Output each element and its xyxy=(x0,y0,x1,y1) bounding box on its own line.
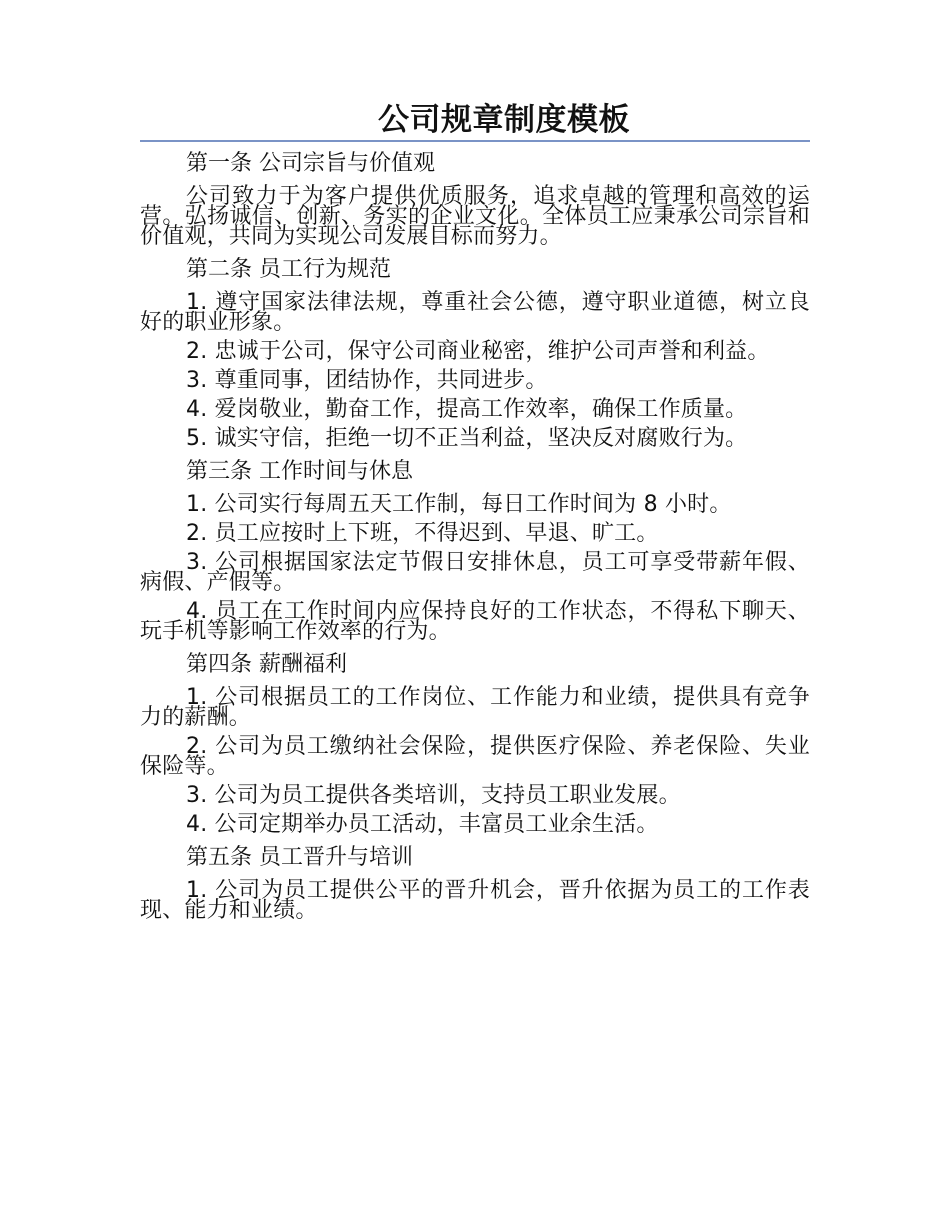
section-paragraph: 1. 公司为员工提供公平的晋升机会，晋升依据为员工的工作表现、能力和业绩。 xyxy=(140,878,810,923)
section-heading: 第三条 工作时间与休息 xyxy=(186,459,413,484)
section-paragraph: 1. 公司根据员工的工作岗位、工作能力和业绩，提供具有竞争力的薪酬。 xyxy=(140,685,810,730)
section-paragraph: 3. 尊重同事，团结协作，共同进步。 xyxy=(186,368,548,393)
section-paragraph: 2. 员工应按时上下班，不得迟到、早退、旷工。 xyxy=(186,521,659,546)
section-heading: 第一条 公司宗旨与价值观 xyxy=(186,151,435,176)
section-paragraph: 1. 公司实行每周五天工作制，每日工作时间为 8 小时。 xyxy=(186,492,732,517)
section-paragraph: 5. 诚实守信，拒绝一切不正当利益，坚决反对腐败行为。 xyxy=(186,426,748,451)
title-underline xyxy=(140,140,810,142)
section-heading: 第五条 员工晋升与培训 xyxy=(186,845,413,870)
section-paragraph: 2. 公司为员工缴纳社会保险，提供医疗保险、养老保险、失业保险等。 xyxy=(140,734,810,779)
section-paragraph: 3. 公司根据国家法定节假日安排休息，员工可享受带薪年假、病假、产假等。 xyxy=(140,550,810,595)
section-paragraph: 2. 忠诚于公司，保守公司商业秘密，维护公司声誉和利益。 xyxy=(186,339,770,364)
section-paragraph: 公司致力于为客户提供优质服务，追求卓越的管理和高效的运营。弘扬诚信、创新、务实的企业文化。全体员工应秉承公司宗旨和价值观，共同为实现公司发展目标而努力。 xyxy=(140,184,810,249)
section-paragraph: 4. 爱岗敬业，勤奋工作，提高工作效率，确保工作质量。 xyxy=(186,397,748,422)
section-paragraph: 4. 员工在工作时间内应保持良好的工作状态，不得私下聊天、玩手机等影响工作效率的行为。 xyxy=(140,599,810,644)
section-paragraph: 1. 遵守国家法律法规，尊重社会公德，遵守职业道德，树立良好的职业形象。 xyxy=(140,290,810,335)
section-paragraph: 4. 公司定期举办员工活动，丰富员工业余生活。 xyxy=(186,812,659,837)
section-heading: 第四条 薪酬福利 xyxy=(186,652,347,677)
document-title: 公司规章制度模板 xyxy=(378,102,630,138)
section-heading: 第二条 员工行为规范 xyxy=(186,257,391,282)
section-paragraph: 3. 公司为员工提供各类培训，支持员工职业发展。 xyxy=(186,783,681,808)
document-page xyxy=(140,100,810,930)
